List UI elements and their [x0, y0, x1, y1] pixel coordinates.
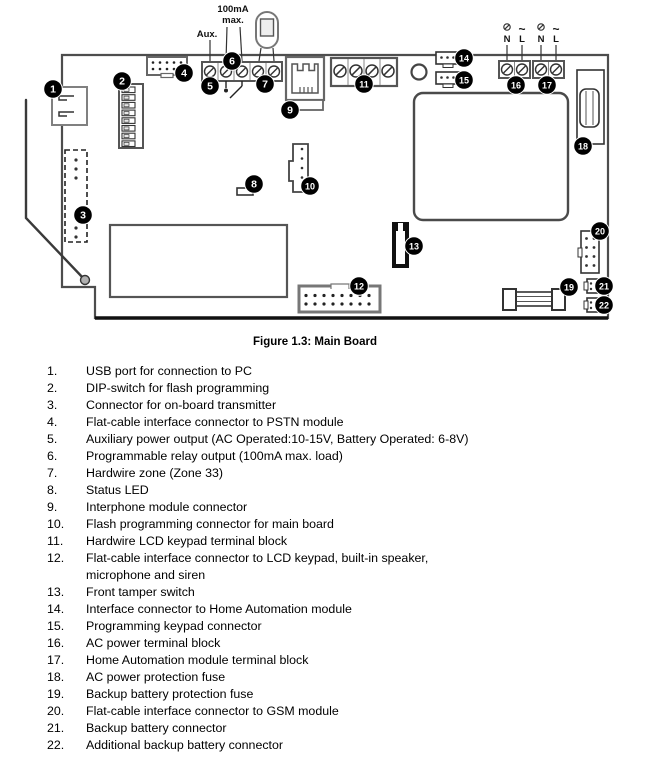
legend-item-text: Home Automation module terminal block [86, 653, 309, 667]
svg-text:5: 5 [207, 80, 213, 93]
legend-item-text: Flat-cable interface connector to PSTN module [86, 415, 344, 429]
svg-text:13: 13 [408, 241, 420, 252]
legend-item-text: Flash programming connector for main board [86, 517, 334, 531]
legend-item-number: 5. [47, 432, 58, 446]
callout-badge-6 [223, 52, 242, 71]
svg-text:7: 7 [262, 78, 268, 91]
transmitter-connector [65, 150, 87, 242]
legend-item-text: Programmable relay output (100mA max. load) [86, 449, 343, 463]
callout-badge-17 [538, 76, 557, 95]
legend-item [0, 618, 662, 635]
screw-terminal-icon [538, 24, 544, 30]
legend-item-number: 20. [47, 704, 65, 718]
legend-item-number: 4. [47, 415, 58, 429]
svg-text:14: 14 [458, 53, 470, 64]
figure-caption: Figure 1.3: Main Board [253, 336, 377, 348]
legend-item-text: Flat-cable interface connector to GSM module [86, 704, 339, 718]
svg-text:16: 16 [510, 80, 522, 91]
svg-text:17: 17 [541, 80, 553, 91]
svg-text:2: 2 [119, 75, 125, 88]
callout-badge-3 [74, 206, 93, 225]
legend-item-number: 14. [47, 602, 65, 616]
legend-item [0, 550, 662, 584]
dip-switch [119, 84, 143, 148]
svg-text:18: 18 [577, 141, 589, 152]
legend-item-number: 12. [47, 551, 65, 565]
legend-item-number: 11. [47, 534, 64, 548]
legend-item [0, 652, 662, 669]
screw-terminal-icon [504, 24, 510, 30]
svg-text:L: L [553, 34, 559, 45]
main-board-diagram [0, 0, 662, 360]
svg-text:100mA: 100mA [217, 4, 249, 15]
legend-item [0, 720, 662, 737]
legend-item-text: Additional backup battery connector [86, 738, 283, 752]
legend-item-number: 2. [47, 381, 58, 395]
svg-text:4: 4 [181, 67, 187, 80]
legend-item-number: 8. [47, 483, 58, 497]
legend-item [0, 482, 662, 499]
aux-label [197, 29, 218, 61]
legend-item [0, 431, 662, 448]
legend-item-number: 1. [47, 364, 58, 378]
legend-item-text: Interphone module connector [86, 500, 248, 514]
legend-item-number: 19. [47, 687, 65, 701]
legend-item-text: Connector for on-board transmitter [86, 398, 277, 412]
svg-text:Aux.: Aux. [196, 29, 218, 40]
legend-item [0, 499, 662, 516]
legend-item-text: Status LED [86, 483, 149, 497]
svg-text:22: 22 [598, 300, 610, 311]
legend-item-text: Interface connector to Home Automation module [86, 602, 352, 616]
callout-badge-1 [44, 80, 63, 99]
legend-item-number: 16. [47, 636, 65, 650]
callout-badge-10 [301, 177, 320, 196]
svg-text:19: 19 [563, 282, 575, 293]
legend-item [0, 448, 662, 465]
legend-item-text: USB port for connection to PC [86, 364, 252, 378]
callout-badge-18 [574, 137, 593, 156]
callout-badge-12 [350, 277, 369, 296]
svg-text:max.: max. [222, 15, 244, 26]
callout-badge-22 [595, 296, 614, 315]
legend-list [0, 363, 662, 754]
callout-badge-7 [256, 75, 275, 94]
legend-item-text: Front tamper switch [86, 585, 195, 599]
legend-item-text: AC power protection fuse [86, 670, 226, 684]
svg-text:10: 10 [304, 181, 316, 192]
legend-item [0, 584, 662, 601]
svg-text:N: N [537, 34, 545, 45]
svg-text:20: 20 [594, 226, 606, 237]
legend-item-number: 10. [47, 517, 65, 531]
svg-text:3: 3 [80, 209, 86, 222]
legend-item [0, 635, 662, 652]
transformer-block [414, 93, 568, 220]
legend-item [0, 686, 662, 703]
callout-badge-20 [591, 222, 610, 241]
ac-fuse [577, 70, 604, 144]
legend-item [0, 414, 662, 431]
legend-item [0, 703, 662, 720]
legend-item [0, 363, 662, 380]
callout-badge-14 [455, 49, 474, 68]
ac-wave-icon: ~ [552, 22, 560, 36]
legend-item-number: 22. [47, 738, 65, 752]
legend-item-text: Flat-cable interface connector to LCD keypad, built-in speaker, microphone and siren [86, 551, 429, 582]
legend-item-number: 17. [47, 653, 65, 667]
callout-badge-8 [245, 175, 264, 194]
legend-item-text: Backup battery protection fuse [86, 687, 254, 701]
legend-item-text: DIP-switch for flash programming [86, 381, 270, 395]
svg-text:6: 6 [229, 55, 235, 68]
svg-text:21: 21 [598, 281, 610, 292]
legend-item [0, 516, 662, 533]
svg-text:L: L [519, 34, 525, 45]
legend-item [0, 737, 662, 754]
legend-item-number: 13. [47, 585, 65, 599]
legend-item [0, 465, 662, 482]
callout-badge-2 [113, 72, 132, 91]
svg-text:8: 8 [251, 178, 257, 191]
ac-wave-icon: ~ [518, 22, 526, 36]
callout-badge-9 [281, 101, 300, 120]
legend-item [0, 533, 662, 550]
legend-item-number: 15. [47, 619, 65, 633]
relay-contact-symbol [224, 81, 242, 98]
legend-item-number: 3. [47, 398, 58, 412]
legend-item-number: 7. [47, 466, 58, 480]
legend-item-text: Backup battery connector [86, 721, 227, 735]
legend-item-text: Hardwire zone (Zone 33) [86, 466, 224, 480]
legend-item-number: 6. [47, 449, 58, 463]
antenna-wire [26, 100, 90, 285]
component-area [110, 225, 287, 297]
callout-badge-11 [355, 75, 374, 94]
legend-item [0, 397, 662, 414]
svg-text:11: 11 [359, 79, 369, 90]
legend-item [0, 669, 662, 686]
legend-item-text: Auxiliary power output (AC Operated:10-15V, Battery Operated: 6-8V) [86, 432, 469, 446]
legend-item-text: Hardwire LCD keypad terminal block [86, 534, 288, 548]
legend-item-number: 21. [47, 721, 65, 735]
legend-item-number: 18. [47, 670, 65, 684]
svg-text:1: 1 [50, 83, 56, 96]
legend-item [0, 601, 662, 618]
mounting-hole [412, 65, 427, 80]
svg-text:12: 12 [353, 281, 365, 292]
legend-item-text: AC power terminal block [86, 636, 221, 650]
legend-item-number: 9. [47, 500, 58, 514]
zone-resistor [256, 12, 278, 61]
svg-text:N: N [503, 34, 511, 45]
callout-badge-15 [455, 71, 474, 90]
callout-badge-4 [175, 64, 194, 83]
legend-item-text: Programming keypad connector [86, 619, 262, 633]
callout-badge-21 [595, 277, 614, 296]
battery-fuse [503, 289, 565, 310]
callout-badge-19 [560, 278, 579, 297]
callout-badge-16 [507, 76, 526, 95]
svg-text:9: 9 [287, 104, 293, 117]
callout-badge-5 [201, 77, 220, 96]
callout-badge-13 [405, 237, 424, 256]
svg-text:15: 15 [458, 75, 470, 86]
legend-item [0, 380, 662, 397]
